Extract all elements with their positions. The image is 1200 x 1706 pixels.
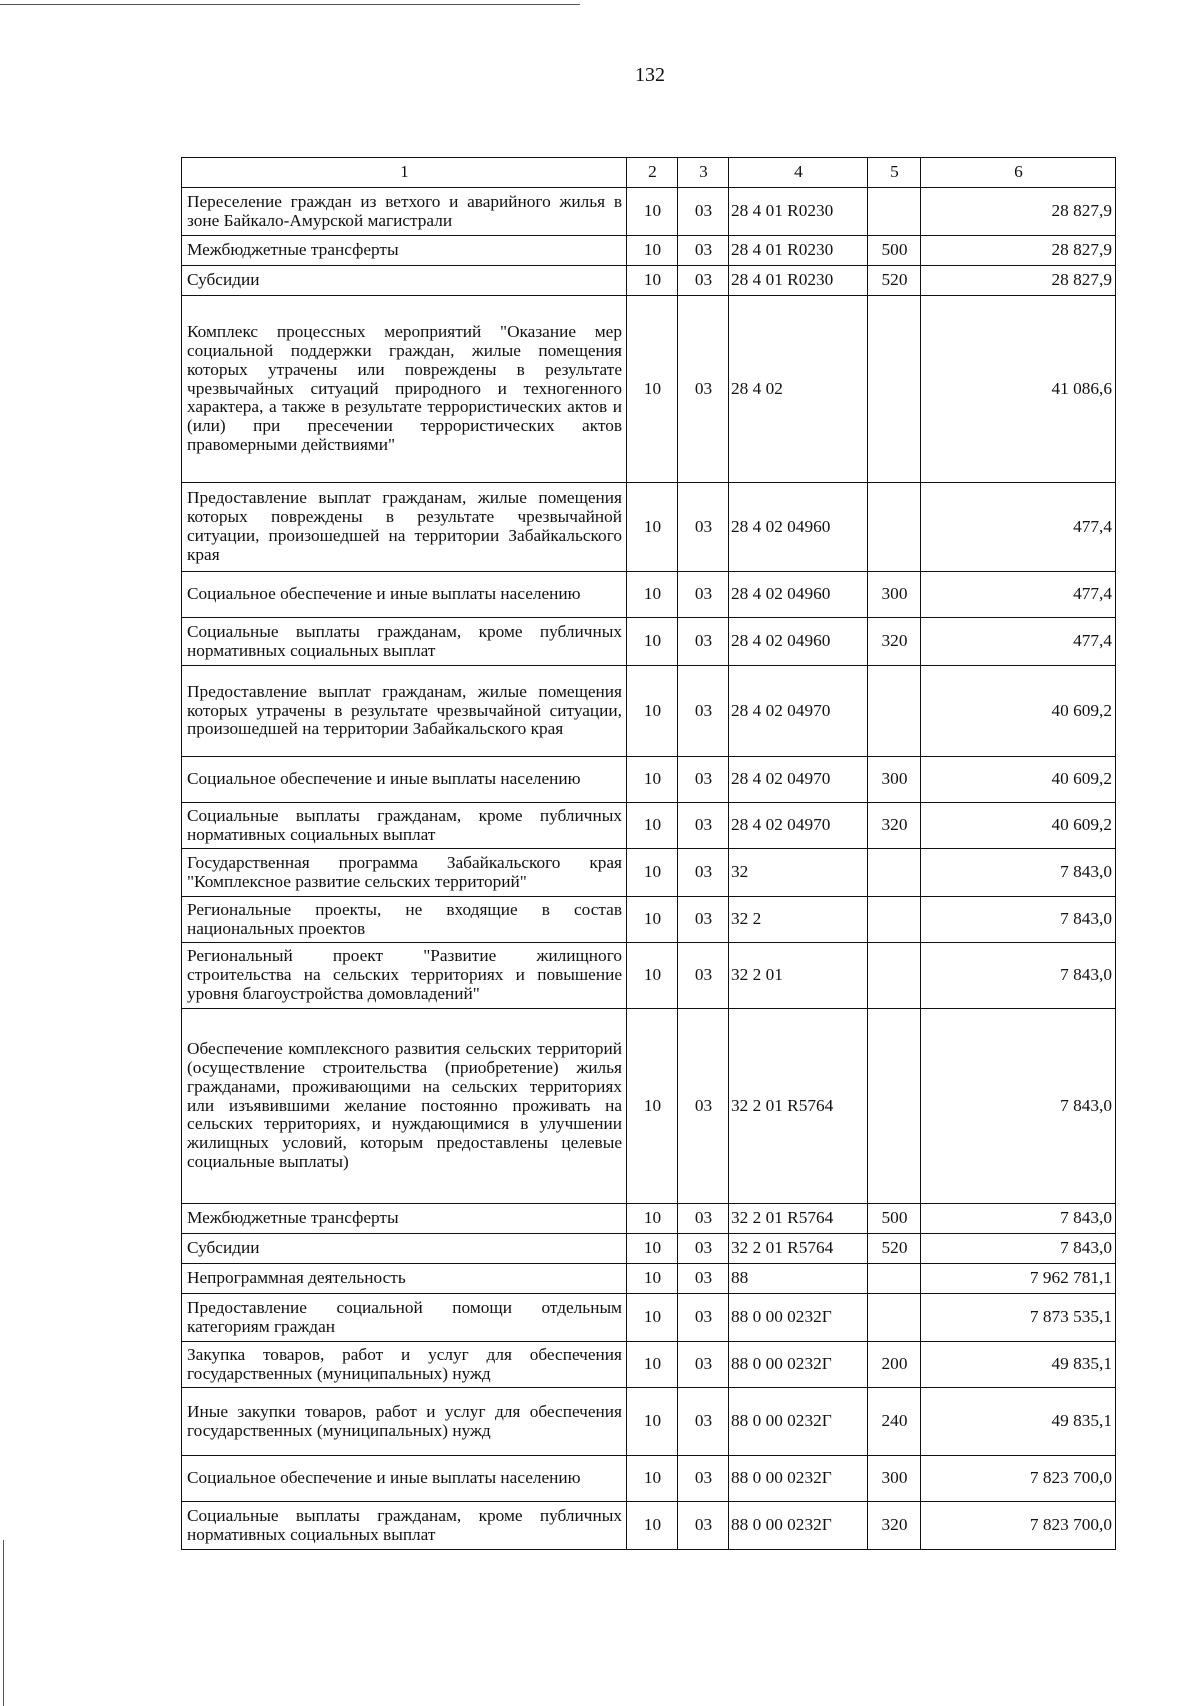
cell-expense-type: 500 [868, 1204, 921, 1234]
cell-sum: 40 609,2 [921, 757, 1116, 803]
cell-expense-type [868, 188, 921, 236]
cell-sum: 28 827,9 [921, 266, 1116, 296]
cell-sum: 28 827,9 [921, 188, 1116, 236]
cell-subsection: 03 [678, 296, 729, 483]
cell-subsection: 03 [678, 1234, 729, 1264]
cell-target-article: 88 0 00 0232Г [729, 1342, 868, 1388]
cell-expense-type: 520 [868, 1234, 921, 1264]
cell-sum: 7 873 535,1 [921, 1294, 1116, 1342]
cell-target-article: 88 0 00 0232Г [729, 1456, 868, 1502]
cell-sum: 40 609,2 [921, 666, 1116, 757]
cell-subsection: 03 [678, 188, 729, 236]
cell-expense-type [868, 943, 921, 1009]
cell-sum: 7 843,0 [921, 1234, 1116, 1264]
cell-expense-type [868, 483, 921, 572]
cell-subsection: 03 [678, 849, 729, 897]
cell-target-article: 88 0 00 0232Г [729, 1388, 868, 1456]
cell-target-article: 28 4 02 04960 [729, 572, 868, 618]
table-row [182, 1234, 1116, 1264]
table-row [182, 483, 1116, 572]
left-margin-line [3, 1540, 4, 1706]
cell-section: 10 [627, 943, 678, 1009]
table-row [182, 1342, 1116, 1388]
table-row [182, 188, 1116, 236]
cell-name: Обеспечение комплексного развития сельских территорий (осуществление строительства (приобретение) жилья гражданами, проживающими на сельских территориях или изъявившими желание постоянно проживать на сельских территориях, и нуждающимися в улучшении жилищных условий, которым предоставлены целевые социальные выплаты) [182, 1009, 627, 1204]
cell-subsection: 03 [678, 1342, 729, 1388]
cell-subsection: 03 [678, 1264, 729, 1294]
cell-section: 10 [627, 483, 678, 572]
cell-section: 10 [627, 803, 678, 849]
cell-section: 10 [627, 1388, 678, 1456]
cell-section: 10 [627, 849, 678, 897]
top-border-line [0, 4, 580, 5]
cell-target-article: 28 4 01 R0230 [729, 236, 868, 266]
cell-subsection: 03 [678, 1294, 729, 1342]
cell-name: Комплекс процессных мероприятий "Оказание мер социальной поддержки граждан, жилые помещения которых утрачены или повреждены в результате чрезвычайных ситуаций природного и техногенного характера, а также в результате террористических актов и (или) при пресечении террористических актов правомерными действиями" [182, 296, 627, 483]
table-row [182, 1456, 1116, 1502]
cell-section: 10 [627, 1342, 678, 1388]
budget-table [181, 157, 1116, 1550]
cell-sum: 7 843,0 [921, 1009, 1116, 1204]
cell-sum: 7 843,0 [921, 897, 1116, 943]
header-cell-expense-type: 5 [868, 158, 921, 188]
cell-section: 10 [627, 757, 678, 803]
cell-sum: 7 962 781,1 [921, 1264, 1116, 1294]
cell-sum: 7 843,0 [921, 1204, 1116, 1234]
cell-section: 10 [627, 666, 678, 757]
table-row [182, 236, 1116, 266]
cell-section: 10 [627, 236, 678, 266]
table-row [182, 803, 1116, 849]
cell-subsection: 03 [678, 757, 729, 803]
cell-subsection: 03 [678, 483, 729, 572]
cell-subsection: 03 [678, 572, 729, 618]
page-number: 132 [635, 64, 665, 86]
table-row [182, 296, 1116, 483]
cell-subsection: 03 [678, 1456, 729, 1502]
cell-sum: 477,4 [921, 618, 1116, 666]
cell-expense-type: 240 [868, 1388, 921, 1456]
cell-name: Региональные проекты, не входящие в состав национальных проектов [182, 897, 627, 943]
cell-target-article: 32 2 [729, 897, 868, 943]
cell-target-article: 28 4 02 [729, 296, 868, 483]
cell-subsection: 03 [678, 236, 729, 266]
cell-section: 10 [627, 1234, 678, 1264]
cell-expense-type: 320 [868, 618, 921, 666]
cell-sum: 7 823 700,0 [921, 1502, 1116, 1550]
cell-subsection: 03 [678, 943, 729, 1009]
cell-target-article: 32 2 01 [729, 943, 868, 1009]
cell-subsection: 03 [678, 1388, 729, 1456]
cell-sum: 477,4 [921, 572, 1116, 618]
cell-name: Социальное обеспечение и иные выплаты населению [182, 757, 627, 803]
cell-name: Региональный проект "Развитие жилищного строительства на сельских территориях и повышение уровня благоустройства домовладений" [182, 943, 627, 1009]
cell-target-article: 28 4 01 R0230 [729, 266, 868, 296]
cell-name: Переселение граждан из ветхого и аварийного жилья в зоне Байкало-Амурской магистрали [182, 188, 627, 236]
cell-target-article: 28 4 02 04960 [729, 483, 868, 572]
cell-target-article: 88 [729, 1264, 868, 1294]
cell-section: 10 [627, 1204, 678, 1234]
cell-name: Межбюджетные трансферты [182, 236, 627, 266]
cell-sum: 28 827,9 [921, 236, 1116, 266]
cell-expense-type: 320 [868, 1502, 921, 1550]
table-row [182, 1204, 1116, 1234]
cell-subsection: 03 [678, 1204, 729, 1234]
cell-section: 10 [627, 1009, 678, 1204]
header-cell-section: 2 [627, 158, 678, 188]
cell-target-article: 28 4 01 R0230 [729, 188, 868, 236]
cell-expense-type [868, 296, 921, 483]
cell-expense-type: 320 [868, 803, 921, 849]
header-cell-subsection: 3 [678, 158, 729, 188]
table-row [182, 757, 1116, 803]
cell-section: 10 [627, 1294, 678, 1342]
cell-section: 10 [627, 1264, 678, 1294]
table-row [182, 618, 1116, 666]
cell-name: Социальные выплаты гражданам, кроме публичных нормативных социальных выплат [182, 1502, 627, 1550]
cell-name: Государственная программа Забайкальского края "Комплексное развитие сельских территорий" [182, 849, 627, 897]
cell-expense-type [868, 1264, 921, 1294]
cell-name: Межбюджетные трансферты [182, 1204, 627, 1234]
cell-name: Социальное обеспечение и иные выплаты населению [182, 572, 627, 618]
cell-name: Закупка товаров, работ и услуг для обеспечения государственных (муниципальных) нужд [182, 1342, 627, 1388]
cell-expense-type [868, 1009, 921, 1204]
cell-target-article: 32 2 01 R5764 [729, 1204, 868, 1234]
cell-expense-type: 520 [868, 266, 921, 296]
cell-target-article: 28 4 02 04960 [729, 618, 868, 666]
cell-target-article: 32 [729, 849, 868, 897]
cell-name: Предоставление социальной помощи отдельным категориям граждан [182, 1294, 627, 1342]
header-cell-name: 1 [182, 158, 627, 188]
cell-name: Социальные выплаты гражданам, кроме публичных нормативных социальных выплат [182, 803, 627, 849]
cell-sum: 49 835,1 [921, 1388, 1116, 1456]
cell-expense-type [868, 849, 921, 897]
cell-section: 10 [627, 618, 678, 666]
cell-target-article: 28 4 02 04970 [729, 666, 868, 757]
cell-name: Субсидии [182, 1234, 627, 1264]
cell-section: 10 [627, 296, 678, 483]
cell-name: Субсидии [182, 266, 627, 296]
table-row [182, 1294, 1116, 1342]
cell-name: Иные закупки товаров, работ и услуг для обеспечения государственных (муниципальных) нужд [182, 1388, 627, 1456]
cell-expense-type: 300 [868, 572, 921, 618]
cell-expense-type: 300 [868, 757, 921, 803]
table-row [182, 1009, 1116, 1204]
cell-name: Предоставление выплат гражданам, жилые помещения которых повреждены в результате чрезвычайной ситуации, произошедшей на территории Забайкальского края [182, 483, 627, 572]
cell-section: 10 [627, 1456, 678, 1502]
cell-subsection: 03 [678, 1009, 729, 1204]
cell-sum: 477,4 [921, 483, 1116, 572]
table-row [182, 266, 1116, 296]
cell-section: 10 [627, 188, 678, 236]
cell-section: 10 [627, 266, 678, 296]
cell-name: Социальные выплаты гражданам, кроме публичных нормативных социальных выплат [182, 618, 627, 666]
table-row [182, 1264, 1116, 1294]
cell-name: Социальное обеспечение и иные выплаты населению [182, 1456, 627, 1502]
cell-subsection: 03 [678, 803, 729, 849]
cell-target-article: 88 0 00 0232Г [729, 1502, 868, 1550]
cell-section: 10 [627, 572, 678, 618]
cell-sum: 7 843,0 [921, 849, 1116, 897]
cell-target-article: 32 2 01 R5764 [729, 1009, 868, 1204]
cell-subsection: 03 [678, 897, 729, 943]
cell-expense-type: 500 [868, 236, 921, 266]
cell-subsection: 03 [678, 266, 729, 296]
cell-sum: 41 086,6 [921, 296, 1116, 483]
table-header-row [182, 158, 1116, 188]
cell-name: Непрограммная деятельность [182, 1264, 627, 1294]
cell-subsection: 03 [678, 666, 729, 757]
cell-target-article: 32 2 01 R5764 [729, 1234, 868, 1264]
cell-subsection: 03 [678, 1502, 729, 1550]
cell-expense-type: 300 [868, 1456, 921, 1502]
table-row [182, 943, 1116, 1009]
cell-expense-type: 200 [868, 1342, 921, 1388]
table-row [182, 666, 1116, 757]
cell-expense-type [868, 897, 921, 943]
table-row [182, 1388, 1116, 1456]
cell-target-article: 28 4 02 04970 [729, 757, 868, 803]
cell-subsection: 03 [678, 618, 729, 666]
header-cell-target-article: 4 [729, 158, 868, 188]
table-row [182, 1502, 1116, 1550]
table-row [182, 849, 1116, 897]
cell-section: 10 [627, 897, 678, 943]
header-cell-sum: 6 [921, 158, 1116, 188]
cell-sum: 7 843,0 [921, 943, 1116, 1009]
table-row [182, 572, 1116, 618]
cell-target-article: 28 4 02 04970 [729, 803, 868, 849]
table-row [182, 897, 1116, 943]
cell-name: Предоставление выплат гражданам, жилые помещения которых утрачены в результате чрезвычайной ситуации, произошедшей на территории Забайкальского края [182, 666, 627, 757]
cell-section: 10 [627, 1502, 678, 1550]
cell-sum: 40 609,2 [921, 803, 1116, 849]
cell-target-article: 88 0 00 0232Г [729, 1294, 868, 1342]
cell-expense-type [868, 1294, 921, 1342]
cell-expense-type [868, 666, 921, 757]
cell-sum: 7 823 700,0 [921, 1456, 1116, 1502]
cell-sum: 49 835,1 [921, 1342, 1116, 1388]
